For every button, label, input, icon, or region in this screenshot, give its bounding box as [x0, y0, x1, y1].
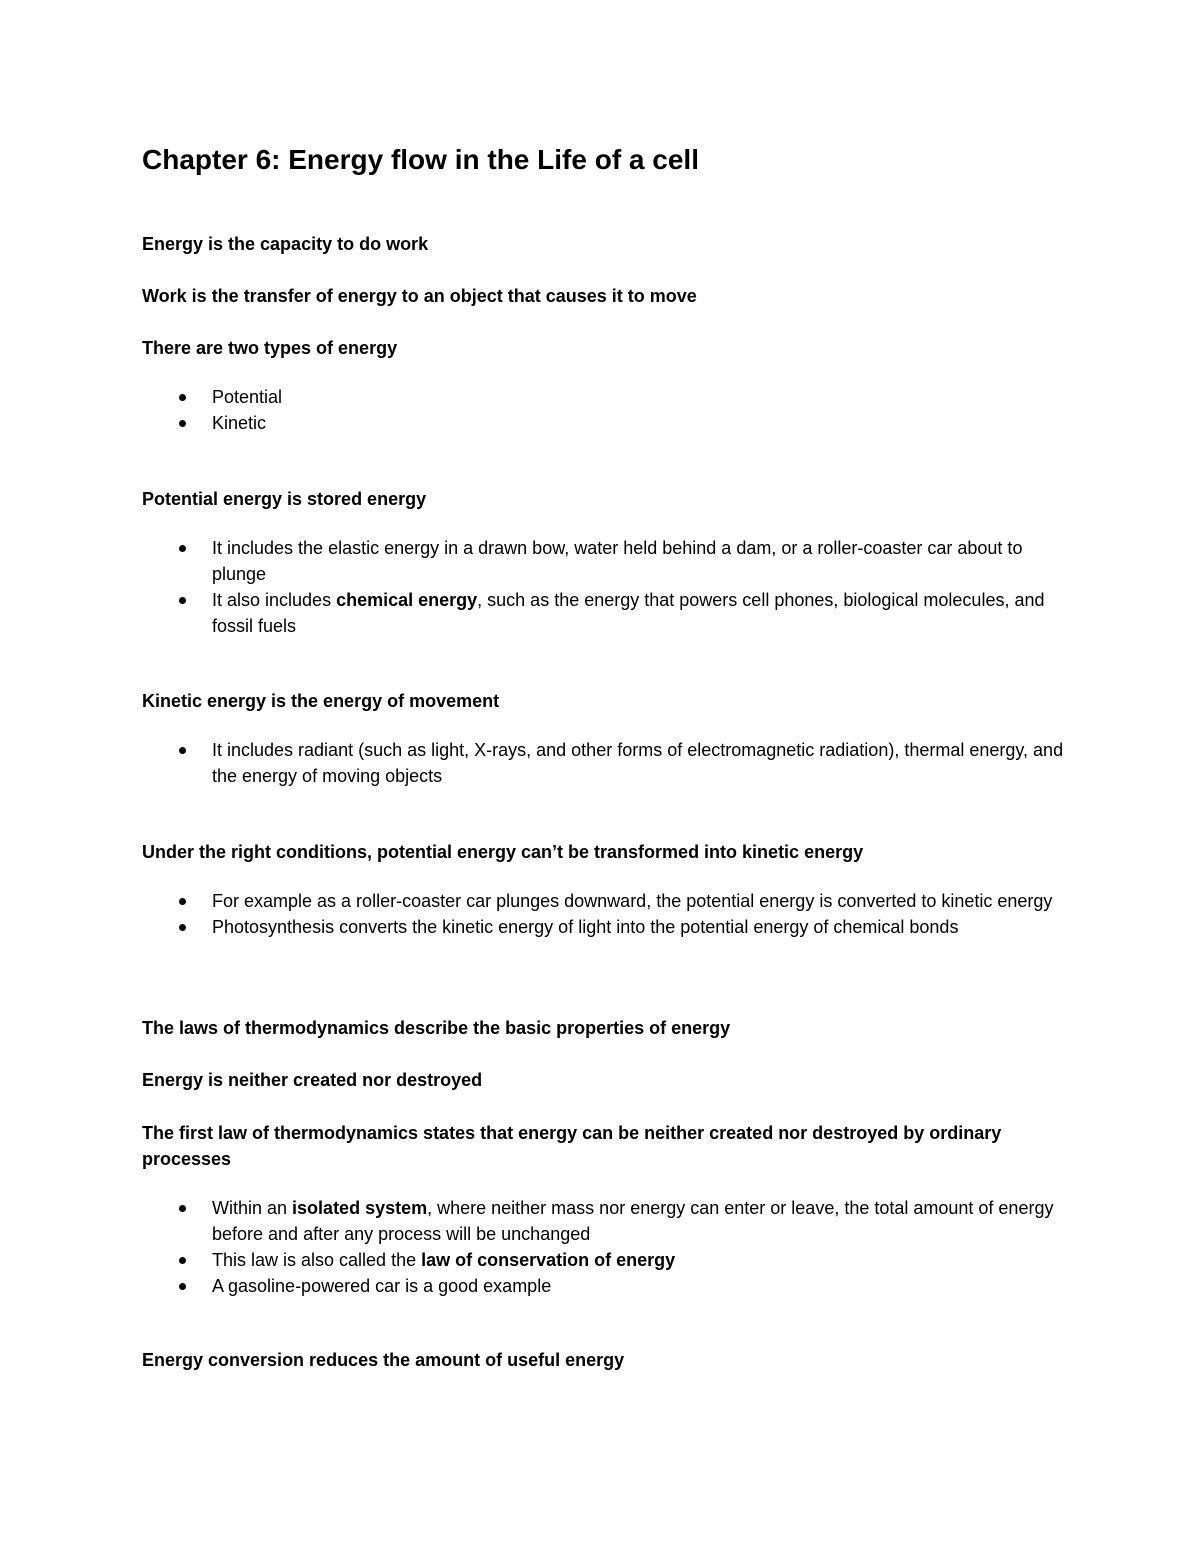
heading-energy-conversion: Energy conversion reduces the amount of useful energy: [142, 1350, 625, 1370]
heading-right-conditions: Under the right conditions, potential energy can’t be transformed into kinetic energy: [142, 842, 864, 862]
heading-potential-energy: Potential energy is stored energy: [142, 489, 427, 509]
list-item: [142, 535, 1072, 587]
list-item-text: It includes radiant (such as light, X-rays, and other forms of electromagnetic radiation), thermal energy, and the energy of moving objects: [212, 740, 1064, 786]
list-item-text: It includes the elastic energy in a drawn bow, water held behind a dam, or a roller-coaster car about to plunge: [212, 538, 1023, 584]
bullet-icon: [179, 420, 186, 427]
page-title: Chapter 6: Energy flow in the Life of a cell: [142, 144, 699, 175]
bullet-icon: [179, 747, 186, 754]
list-item-text-post: , such as the energy that powers cell phones, biological molecules, and fossil fuels: [212, 590, 1045, 636]
bullet-icon: [179, 545, 186, 552]
list-item: [142, 1247, 1072, 1273]
heading-energy-types: There are two types of energy: [142, 338, 398, 358]
heading-laws-of-thermodynamics: The laws of thermodynamics describe the basic properties of energy: [142, 1018, 731, 1038]
bullet-icon: [179, 394, 186, 401]
list-item-text: For example as a roller-coaster car plunges downward, the potential energy is converted to kinetic energy: [212, 891, 1053, 911]
first-law-list: [142, 1195, 1072, 1299]
bullet-icon: [179, 898, 186, 905]
list-item-text: A gasoline-powered car is a good example: [212, 1276, 552, 1296]
heading-work-definition: Work is the transfer of energy to an object that causes it to move: [142, 286, 697, 306]
list-item: [142, 587, 1072, 639]
list-item-text: Photosynthesis converts the kinetic energy of light into the potential energy of chemical bonds: [212, 917, 959, 937]
heading-kinetic-energy: Kinetic energy is the energy of movement: [142, 691, 500, 711]
conditions-list: [142, 888, 1072, 940]
list-item: [142, 737, 1072, 789]
bullet-icon: [179, 597, 186, 604]
heading-first-law: The first law of thermodynamics states that energy can be neither created nor destroyed by ordinary processes: [142, 1123, 1002, 1169]
list-item-text-pre: Within an: [212, 1198, 293, 1218]
heading-energy-neither-created: Energy is neither created nor destroyed: [142, 1070, 483, 1090]
term-isolated-system: isolated system: [292, 1198, 428, 1218]
bullet-icon: [179, 924, 186, 931]
bullet-icon: [179, 1283, 186, 1290]
term-law-of-conservation: law of conservation of energy: [421, 1250, 676, 1270]
list-item: [142, 914, 1072, 940]
list-item-text-pre: It also includes: [212, 590, 337, 610]
heading-energy-capacity: Energy is the capacity to do work: [142, 234, 429, 254]
energy-types-list: [142, 384, 1072, 436]
bullet-icon: [179, 1257, 186, 1264]
list-item: [142, 410, 1072, 436]
list-item-text: Kinetic: [212, 413, 267, 433]
list-item-text-pre: This law is also called the: [212, 1250, 422, 1270]
potential-energy-list: [142, 535, 1072, 639]
list-item: [142, 384, 1072, 410]
list-item: [142, 888, 1072, 914]
kinetic-energy-list: [142, 737, 1072, 789]
list-item-text-post: , where neither mass nor energy can enter or leave, the total amount of energy before and after any process will be unchanged: [212, 1198, 1054, 1244]
list-item-text: Potential: [212, 387, 283, 407]
list-item: [142, 1195, 1072, 1247]
bullet-icon: [179, 1205, 186, 1212]
term-chemical-energy: chemical energy: [336, 590, 478, 610]
list-item: [142, 1273, 1072, 1299]
